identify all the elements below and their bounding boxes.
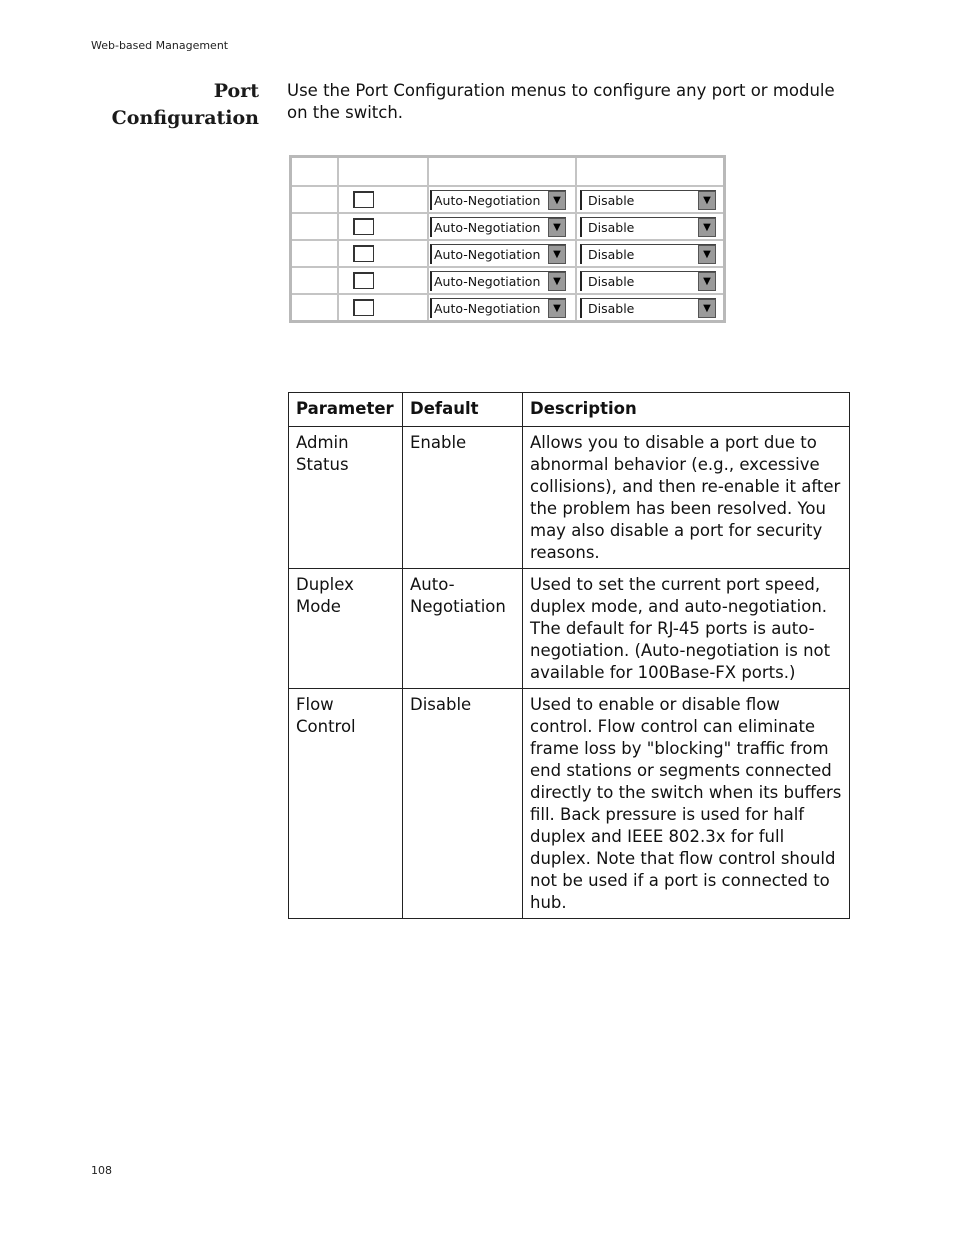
header-default: Default [403, 393, 523, 427]
flow-cell [576, 213, 725, 240]
chevron-down-icon: ▼ [698, 245, 716, 264]
default-cell: Disable [403, 689, 523, 919]
parameter-header-row [289, 393, 850, 427]
chevron-down-icon: ▼ [548, 218, 566, 237]
header-description: Description [523, 393, 850, 427]
duplex-mode-select[interactable] [430, 217, 566, 237]
config-header-cell [291, 157, 339, 187]
parameter-cell: Duplex Mode [289, 569, 403, 689]
flow-control-select[interactable] [580, 190, 716, 210]
running-head: Web-based Management [91, 39, 229, 52]
admin-status-checkbox[interactable] [353, 191, 374, 208]
chevron-down-icon: ▼ [698, 191, 716, 210]
port-cell [291, 213, 339, 240]
flow-control-select[interactable] [580, 217, 716, 237]
config-header-cell [576, 157, 725, 187]
duplex-mode-select[interactable] [430, 271, 566, 291]
mode-cell [428, 240, 576, 267]
admin-cell [338, 240, 428, 267]
port-cell [291, 294, 339, 322]
section-heading-line2: Configuration [111, 107, 259, 129]
flow-control-value: Disable [588, 300, 635, 316]
mode-cell [428, 186, 576, 213]
chevron-down-icon: ▼ [698, 272, 716, 291]
chevron-down-icon: ▼ [548, 272, 566, 291]
duplex-mode-value: Auto-Negotiation [434, 273, 541, 289]
config-header-cell [338, 157, 428, 187]
description-cell: Used to enable or disable flow control. Flow control can eliminate frame loss by "blocking" traffic from end stations or segments connected directly to the switch when its buffers fill. Back pressure is used for half duplex and IEEE 802.3x for full duplex. Note that flow control should not be used if a port is connected to hub. [523, 689, 850, 919]
duplex-mode-value: Auto-Negotiation [434, 300, 541, 316]
description-cell: Allows you to disable a port due to abnormal behavior (e.g., excessive collisions), and then re-enable it after the problem has been resolved. You may also disable a port for security reasons. [523, 427, 850, 569]
default-cell: Auto-Negotiation [403, 569, 523, 689]
admin-cell [338, 186, 428, 213]
parameter-cell: Admin Status [289, 427, 403, 569]
parameter-table [288, 392, 850, 919]
port-cell [291, 267, 339, 294]
flow-control-value: Disable [588, 246, 635, 262]
flow-control-value: Disable [588, 219, 635, 235]
duplex-mode-value: Auto-Negotiation [434, 246, 541, 262]
header-parameter: Parameter [289, 393, 403, 427]
duplex-mode-value: Auto-Negotiation [434, 219, 541, 235]
flow-control-select[interactable] [580, 298, 716, 318]
description-cell: Used to set the current port speed, duplex mode, and auto-negotiation. The default for RJ-45 ports is auto-negotiation. (Auto-negotiation is not available for 100Base-FX ports.) [523, 569, 850, 689]
admin-status-checkbox[interactable] [353, 218, 374, 235]
chevron-down-icon: ▼ [548, 191, 566, 210]
admin-cell [338, 213, 428, 240]
chevron-down-icon: ▼ [548, 299, 566, 318]
chevron-down-icon: ▼ [698, 218, 716, 237]
section-heading [100, 78, 259, 132]
chevron-down-icon: ▼ [548, 245, 566, 264]
flow-cell [576, 267, 725, 294]
config-row [291, 240, 725, 267]
admin-status-checkbox[interactable] [353, 272, 374, 289]
duplex-mode-select[interactable] [430, 244, 566, 264]
flow-control-value: Disable [588, 273, 635, 289]
port-config-widget-table [289, 155, 726, 323]
admin-status-checkbox[interactable] [353, 245, 374, 262]
config-header-row [291, 157, 725, 187]
parameter-cell: Flow Control [289, 689, 403, 919]
flow-cell [576, 240, 725, 267]
admin-cell [338, 294, 428, 322]
mode-cell [428, 267, 576, 294]
intro-paragraph: Use the Port Configuration menus to configure any port or module on the switch. [287, 81, 835, 122]
port-cell [291, 186, 339, 213]
config-row [291, 213, 725, 240]
admin-cell [338, 267, 428, 294]
flow-control-value: Disable [588, 192, 635, 208]
config-row [291, 267, 725, 294]
section-heading-line1: Port [213, 80, 259, 102]
flow-control-select[interactable] [580, 244, 716, 264]
config-row [291, 294, 725, 322]
port-cell [291, 240, 339, 267]
table-row [289, 689, 850, 919]
page-number: 108 [91, 1164, 112, 1177]
table-row [289, 427, 850, 569]
duplex-mode-select[interactable] [430, 190, 566, 210]
mode-cell [428, 294, 576, 322]
table-row [289, 569, 850, 689]
duplex-mode-value: Auto-Negotiation [434, 192, 541, 208]
flow-control-select[interactable] [580, 271, 716, 291]
chevron-down-icon: ▼ [698, 299, 716, 318]
default-cell: Enable [403, 427, 523, 569]
duplex-mode-select[interactable] [430, 298, 566, 318]
flow-cell [576, 294, 725, 322]
flow-cell [576, 186, 725, 213]
config-row [291, 186, 725, 213]
admin-status-checkbox[interactable] [353, 299, 374, 316]
config-header-cell [428, 157, 576, 187]
mode-cell [428, 213, 576, 240]
